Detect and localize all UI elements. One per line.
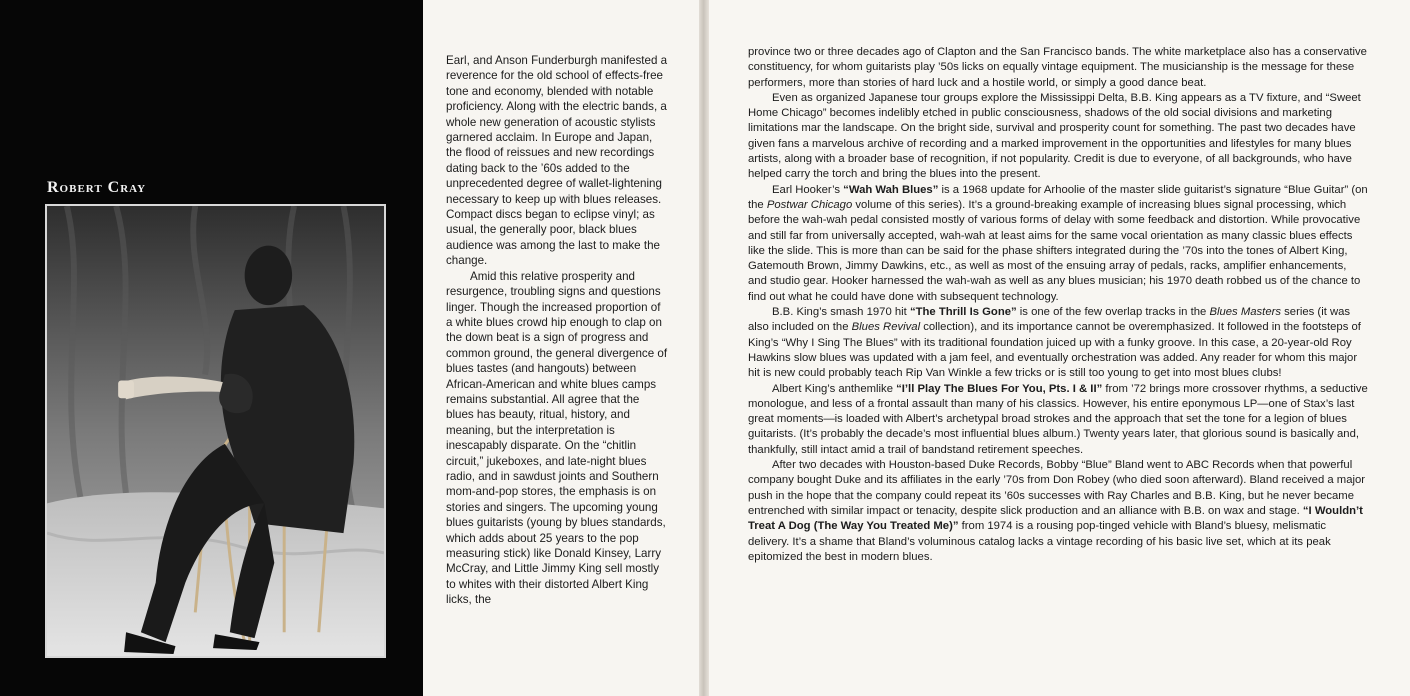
text: is a 1968 update for Arhoolie of the master slide guitarist’s signature “Blue Guitar” (on the [748,183,1368,211]
paragraph [748,458,1368,565]
paragraph [748,183,1368,305]
series-title: Blues Masters [1209,306,1282,319]
text: After two decades with Houston-based Duke Records, Bobby “Blue” Bland went to ABC Records when that powerful company bought Duke and its affiliates in the early ’70s from Don Robey (who died soon afterward). Bland received a major push in the hope that the company could repeat its ’60s successes with Ray Charles and B.B. King, but he never became entrenched with similar impact or tenacity, despite slick production and an alliance with B.B. on wax and stage. [748,459,1366,517]
song-title: “I’ll Play The Blues For You, Pts. I & II” [896,382,1103,395]
text: series (it was also included on the [748,306,1351,334]
paragraph [748,305,1368,381]
photo-caption: Robert Cray [47,179,147,196]
text: Earl Hooker’s [772,183,844,196]
text: from ’72 brings more crossover rhythms, a seductive monologue, and less of a frontal assault than many of his classics. However, his entire eponymous LP—one of Stax’s last great moments—is loaded with Albert’s archetypal broad strokes and the approach that set the tone for a legion of blues guitarists. (It’s probably the decade’s most influential blues album.) Twenty years later, that glorious sound is basically and, thankfully, still intact amid a trail of bandstand retirement speeches. [748,382,1368,456]
text: is one of the few overlap tracks in the [1016,306,1210,319]
paragraph: province two or three decades ago of Clapton and the San Francisco bands. The white marketplace also has a conservative constituency, for whom guitarists play ’50s licks on equally vintage equipment. The musicianship is the message for these performers, more than stories of hard luck and a hostile world, or simply a good dance beat. [748,46,1367,89]
photo-illustration [47,206,384,656]
text: volume of this series). It’s a ground-breaking example of increasing blues signal processing, which before the wah-wah pedal consisted mostly of various forms of delay with some feedback and distortion. While provocative and still far from universally accepted, wah-wah at least aims for the same vocal orientation as many classic blues effects like the slide. This is more than can be said for the phase shifters integrated during the ’70s into the tones of Albert King, Gatemouth Brown, Jimmy Dawkins, etc., as well as most of the ensuing array of pedals, racks, amplifier enhancements, and studio gear. Hooker harnessed the wah-wah as well as any blues musician; his 1970 death robbed us of the chance to find out what he could have done with subsequent technology. [748,198,1361,303]
text: B.B. King’s smash 1970 hit [772,306,910,319]
text: collection), and its importance cannot be overemphasized. It followed in the footsteps of King’s “Why I Sing The Blues” with its traditional foundation juiced up with a funky groove. In this case, a 20-year-old Roy Hawkins slow blues was updated with a jam feel, and eventually orchestration was added. Any reader for whom this major hit is new could probably teach Rip Van Winkle a few tricks or is still too young to get into most blues clubs! [748,321,1361,380]
right-text-column [748,45,1368,565]
text: from 1974 is a rousing pop-tinged vehicle with Bland’s bluesy, melismatic delivery. It’s a shame that Bland’s voluminous catalog lacks a vintage recording of his basic live set, which at its peak epitomized the best in modern blues. [748,520,1331,563]
paragraph [748,382,1368,458]
album-title: Postwar Chicago [766,198,853,211]
left-panel [0,0,423,696]
collection-title: Blues Revival [851,321,921,334]
robert-cray-photo [45,204,386,658]
text: Albert King’s anthemlike [772,382,897,395]
paragraph: Even as organized Japanese tour groups explore the Mississippi Delta, B.B. King appears as a TV fixture, and “Sweet Home Chicago” becomes indelibly etched in public consciousness, shadows of the old social divisions and marketing limitations mar the landscape. On the bright side, survival and prosperity count for something. The past two decades have given fans a marvelous archive of recording and a marked improvement in the opportunities and lifestyles for many blues artists, along with a broader base of recognition, if not popularity. Credit is due to everyone, of all backgrounds, who have helped carry the torch and bring the blues into the present. [748,91,1361,181]
middle-text-column [446,53,668,608]
song-title: “I Wouldn’t Treat A Dog (The Way You Treated Me)” [748,504,1363,533]
paragraph: Earl, and Anson Funderburgh manifested a reverence for the old school of effects-free tone and economy, blended with notable proficiency. Along with the electric bands, a whole new generation of acoustic stylists garnered acclaim. In Europe and Japan, the flood of reissues and new recordings dating back to the ’60s added to the unprecedented degree of wallet-lightening necessary to keep up with blues releases. Compact discs began to eclipse vinyl; as usual, the generally poor, black blues audience was among the last to make the change. [446,54,668,268]
paragraph: Amid this relative prosperity and resurgence, troubling signs and questions linger. Though the increased proportion of a white blues crowd hip enough to clap on the down beat is a sign of progress and common ground, the general divergence of blues tastes (and hangouts) between African-American and white blues camps remains substantial. All agree that the blues has beauty, ritual, history, and meaning, but the interpretation is inescapably disparate. On the “chitlin circuit,” jukeboxes, and late-night blues radio, and in sawdust joints and Southern mom-and-pop stores, the emphasis is on stories and singers. The upcoming young blues guitarists (young by blues standards, which adds about 25 years to the pop measuring stick) like Donald Kinsey, Larry McCray, and Little Jimmy King sell mostly to whites with their distorted Albert King licks, the [446,269,668,607]
song-title: “Wah Wah Blues” [843,183,939,196]
page-fold [699,0,709,696]
song-title: “The Thrill Is Gone” [909,306,1017,319]
